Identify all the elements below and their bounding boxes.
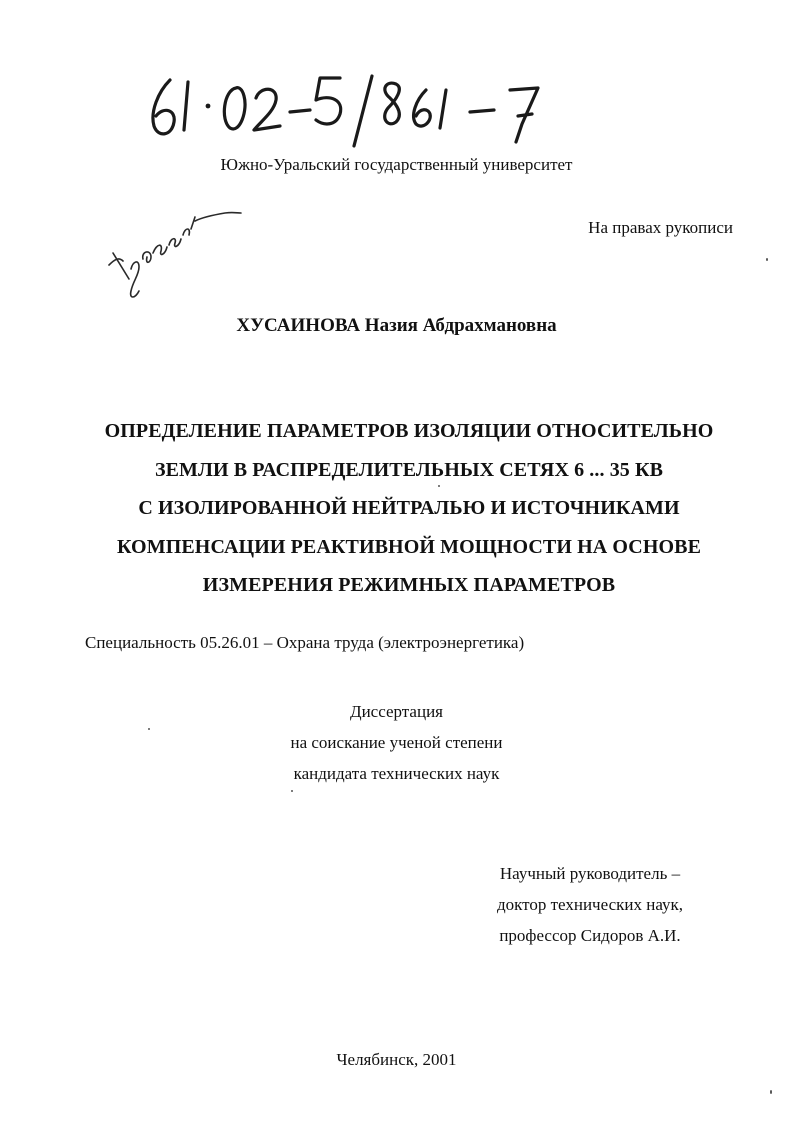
title-line: ЗЕМЛИ В РАСПРЕДЕЛИТЕЛЬНЫХ СЕТЯХ 6 ... 35 КВ (154, 458, 664, 481)
degree-line: Диссертация (349, 702, 443, 721)
scan-speck (766, 258, 768, 261)
title-line: КОМПЕНСАЦИИ РЕАКТИВНОЙ МОЩНОСТИ НА ОСНОВЕ (116, 535, 702, 558)
supervisor-line: профессор Сидоров А.И. (499, 926, 681, 945)
degree-statement (0, 696, 793, 789)
scan-speck (770, 1090, 772, 1094)
title-line: ОПРЕДЕЛЕНИЕ ПАРАМЕТРОВ ИЗОЛЯЦИИ ОТНОСИТЕЛЬНО (104, 420, 714, 442)
title-line: С ИЗОЛИРОВАННОЙ НЕЙТРАЛЬЮ И ИСТОЧНИКАМИ (138, 497, 680, 519)
dissertation-title (60, 412, 758, 605)
scan-speck (148, 728, 150, 730)
handwritten-archive-code (140, 60, 560, 150)
handwritten-signature (95, 195, 245, 305)
manuscript-rights-note: На правах рукописи (588, 218, 733, 237)
supervisor-line: доктор технических наук, (496, 895, 684, 914)
degree-line: кандидата технических наук (293, 764, 500, 783)
university-name: Южно-Уральский государственный университет (220, 155, 573, 174)
city-and-year: Челябинск, 2001 (336, 1050, 457, 1069)
supervisor-line: Научный руководитель – (499, 864, 681, 883)
scan-speck (291, 790, 293, 792)
title-line: ИЗМЕРЕНИЯ РЕЖИМНЫХ ПАРАМЕТРОВ (202, 574, 616, 596)
degree-line: на соискание ученой степени (290, 733, 503, 752)
scientific-supervisor (430, 858, 750, 951)
scan-speck (438, 485, 440, 487)
specialty-line: Специальность 05.26.01 – Охрана труда (электроэнергетика) (85, 633, 525, 652)
author-name: ХУСАИНОВА Назия Абдрахмановна (236, 315, 557, 336)
